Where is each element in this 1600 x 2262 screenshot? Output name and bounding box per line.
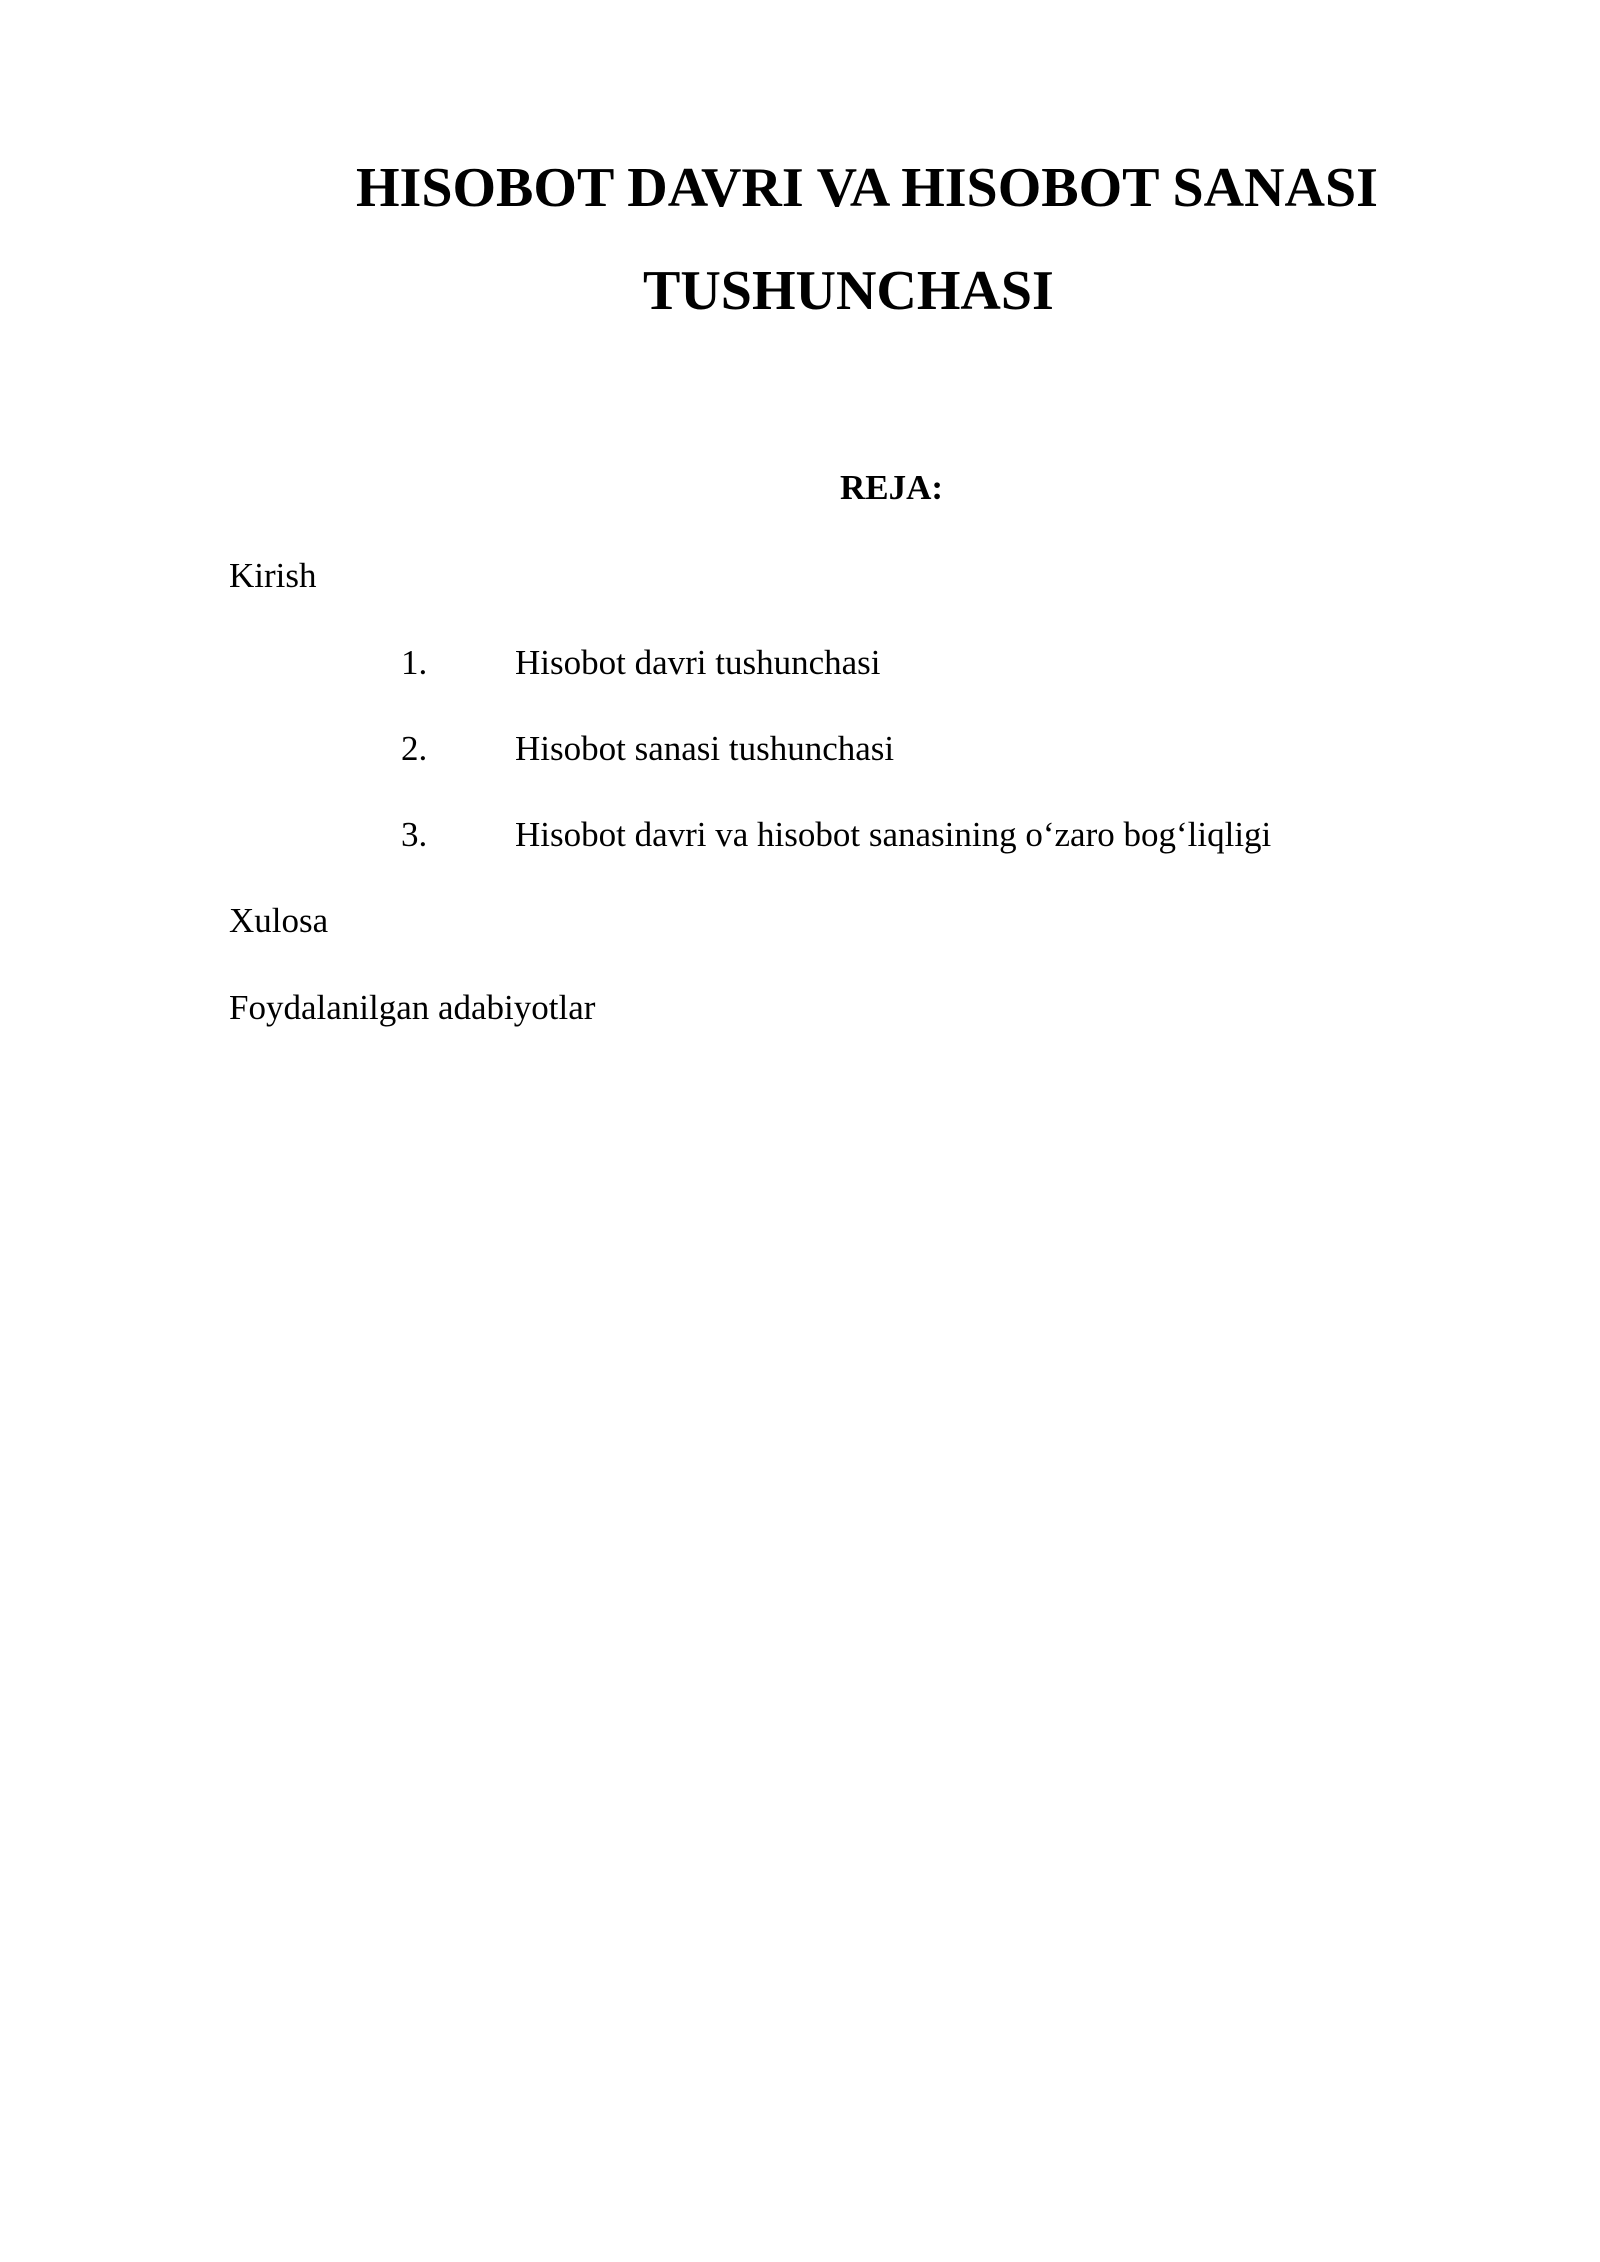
plan-item-number: 3.	[401, 815, 428, 854]
plan-item-number: 1.	[401, 643, 428, 682]
plan-item-number: 2.	[401, 729, 428, 768]
plan-item-text: Hisobot sanasi tushunchasi	[515, 729, 895, 768]
plan-heading: REJA:	[840, 468, 944, 507]
document-title-line-1: HISOBOT DAVRI VA HISOBOT SANASI	[356, 157, 1378, 219]
references-label: Foydalanilgan adabiyotlar	[229, 988, 596, 1027]
conclusion-label: Xulosa	[229, 901, 329, 940]
plan-item-text: Hisobot davri tushunchasi	[515, 643, 881, 682]
intro-label: Kirish	[229, 556, 317, 595]
plan-item-text: Hisobot davri va hisobot sanasining o‘zaro bog‘liqligi	[515, 815, 1272, 854]
document-title-line-2: TUSHUNCHASI	[643, 260, 1054, 322]
